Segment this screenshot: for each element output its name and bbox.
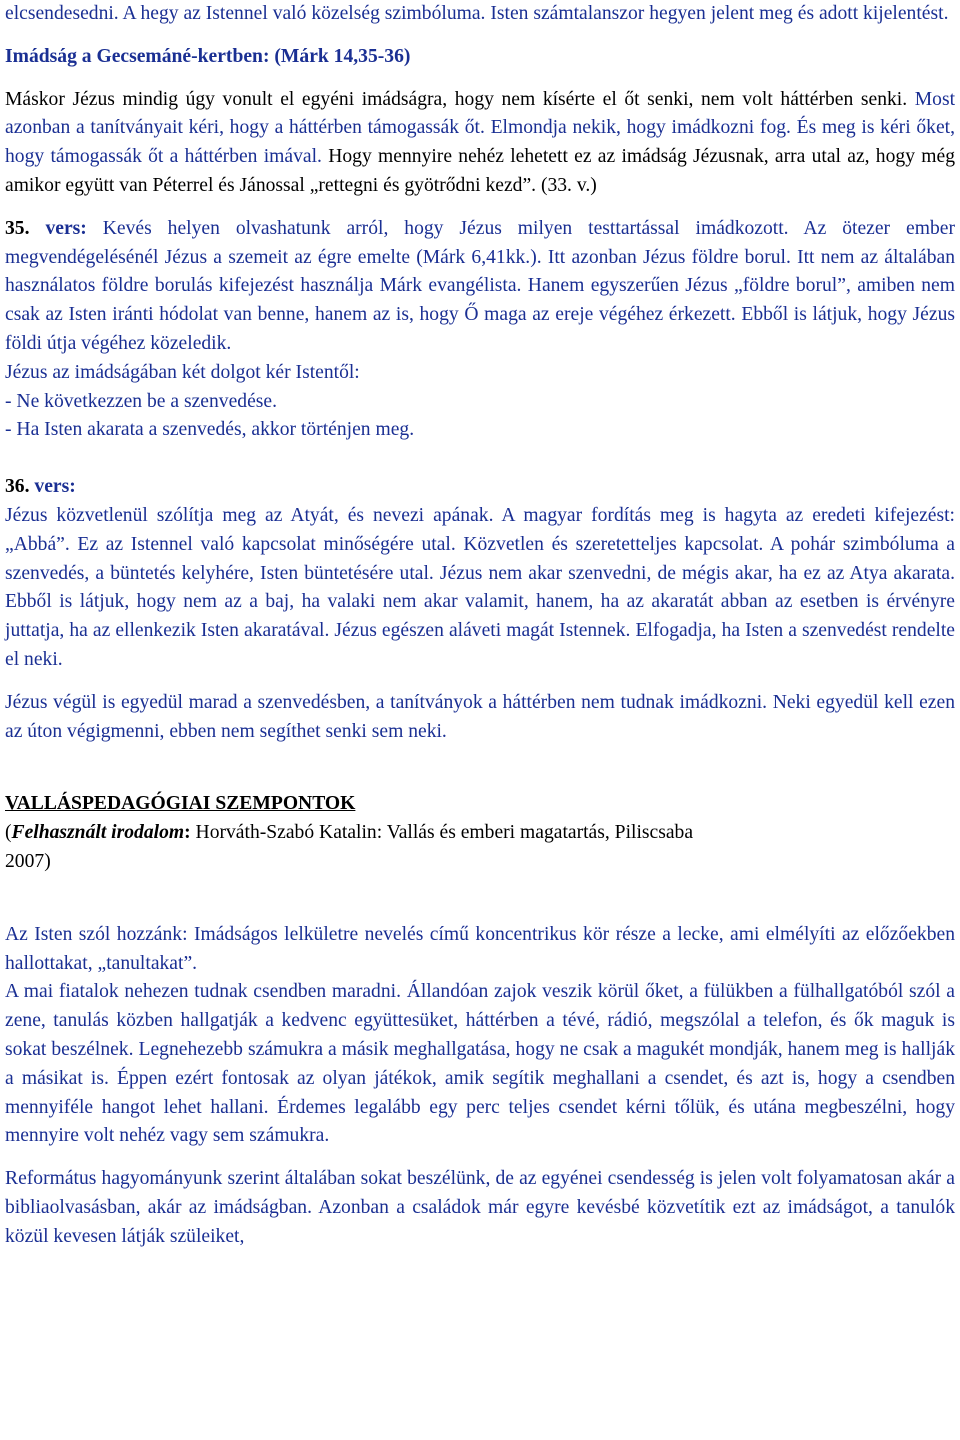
literature-reference <box>5 819 955 877</box>
paragraph-alone-in-suffering: Jézus végül is egyedül marad a szenvedésben, a tanítványok a háttérben nem tudnak imádkozni. Neki egyedül kell ezen az úton végigmenni, ebben nem segíthet senki sem neki. <box>5 691 955 742</box>
paragraph-text: Az Isten szól hozzánk: Imádságos lelkületre nevelés című koncentrikus kör része a lecke, ami elmélyíti az előzőekben hallottakat, „tanultakat”. <box>5 923 955 974</box>
list-item: - Ha Isten akarata a szenvedés, akkor történjen meg. <box>5 419 415 441</box>
spacer <box>5 1151 955 1165</box>
literature-label: Felhasznált irodalom <box>11 822 185 844</box>
section-heading-gethsemane: Imádság a Gecsemáné-kertben: (Márk 14,35-36) <box>5 45 411 67</box>
verse-number: 35. <box>5 217 30 239</box>
section-heading-pedagogy: VALLÁSPEDAGÓGIAI SZEMPONTOK <box>5 793 356 815</box>
spacer <box>5 72 955 86</box>
paragraph-text: elcsendesedni. A hegy az Istennel való közelség szimbóluma. Isten számtalanszor hegyen jelent meg és adott kijelentést. <box>5 3 949 24</box>
paragraph-verse-36 <box>5 473 955 675</box>
paragraph-text: Jézus közvetlenül szólítja meg az Atyát, és nevezi apának. A magyar fordítás meg is hagyta az eredeti kifejezést: „Abbá”. Ez az Istennel való kapcsolat minőségére utal. Közvetlen és szeretetteljes kapcsolat. A pohár szimbóluma a szenvedés, a büntetés kelyhére, Isten büntetésére utal. Jézus nem akar szenvedni, de mégis akar, ha ez az Atya akarata. Ebből is látjuk, hogy nem az a baj, ha valaki nem akar valamit, hanem, ha az akaratát abban az esetben is érvényre juttatja, ha az ellenkezik Isten akaratával. Jézus egészen aláveti magát Istennek. Elfogadja, ha Isten a szenvedést rendelte el neki. <box>5 504 955 670</box>
paragraph-mountain <box>5 0 955 29</box>
list-item: - Ne következzen be a szenvedése. <box>5 390 277 412</box>
paragraph-text: Kevés helyen olvashatunk arról, hogy Jézus milyen testtartással imádkozott. Az ötezer ember megvendégelésénél Jézus a szemeit az égre emelte (Márk 6,41kk.). Itt azonban Jézus földre borul. Itt nem az általában használatos földre borulás kifejezést használja Márk evangélista. Hanem egyszerűen Jézus „földre borul”, amiben nem csak az Isten iránti hódolat van benne, hanem az is, hogy Ő maga az ereje végéhez érkezett. Ebből is látjuk, hogy Jézus földi útja végéhez közeledik. <box>5 217 955 354</box>
literature-year: 2007) <box>5 850 51 872</box>
paragraph-text: Jézus az imádságában két dolgot kér Istentől: <box>5 361 360 383</box>
verse-label: vers: <box>29 476 76 498</box>
paragraph-pedagogy <box>5 921 955 1151</box>
paragraph-text: A mai fiatalok nehezen tudnak csendben maradni. Állandóan zajok veszik körül őket, a fülükben a fülhallgatóból szól a zene, tanulás közben hallgatják a kedvenc együttesüket, háttérben a tévé, rádió, megszólal a telefon, és ők maguk is sokat beszélnek. Legnehezebb számukra a másik meghallgatása, hogy ne csak a magukét mondják, hanem meg is hallják a másikat is. Éppen ezért fontosak az olyan játékok, amik segítik meghallani a csendet, és azt is, hogy a csendben mennyiféle hangot lehet hallani. Érdemes legalább egy perc teljes csendet kérni tőlük, és utána megbeszélni, hogy mennyire volt nehéz vagy sem számukra. <box>5 981 955 1147</box>
paragraph-text: Most azonban a tanítványait kéri, hogy a háttérben támogassák őt. Elmondja nekik, hogy imádkozni fog. És meg is kéri őket, hogy támogassák őt a háttérben imával. <box>5 88 956 168</box>
verse-number: 36. <box>5 476 30 498</box>
paragraph-prayer-alone <box>5 86 955 201</box>
verse-label: vers: <box>29 217 87 239</box>
document-page <box>5 0 955 1251</box>
spacer <box>5 201 955 215</box>
literature-text: Horváth-Szabó Katalin: Vallás és emberi magatartás, Piliscsaba <box>190 822 694 844</box>
spacer <box>5 675 955 689</box>
paragraph-verse-35 <box>5 215 955 445</box>
spacer <box>5 29 955 43</box>
spacer <box>5 445 955 473</box>
paragraph-text: Máskor Jézus mindig úgy vonult el egyéni imádságra, hogy nem kísérte el őt senki, nem volt háttérben senki. <box>5 88 908 110</box>
paren-open: ( <box>5 822 12 844</box>
paragraph-reformed-tradition: Református hagyományunk szerint általában sokat beszélünk, de az egyénei csendesség is jelen volt folyamatosan akár a bibliaolvasásban, akár az imádságban. Azonban a családok már egyre kevésbé közvetítik ezt az imádságot, a tanulók közül kevesen látják szüleiket, <box>5 1168 955 1247</box>
spacer <box>5 746 955 790</box>
paragraph-text: Hogy mennyire nehéz lehetett ez az imádság Jézusnak, arra utal az, hogy még amikor együtt van Péterrel és Jánossal „rettegni és gyötrődni kezd”. (33. v.) <box>5 146 955 196</box>
literature-colon: : <box>184 822 191 844</box>
spacer <box>5 877 955 921</box>
